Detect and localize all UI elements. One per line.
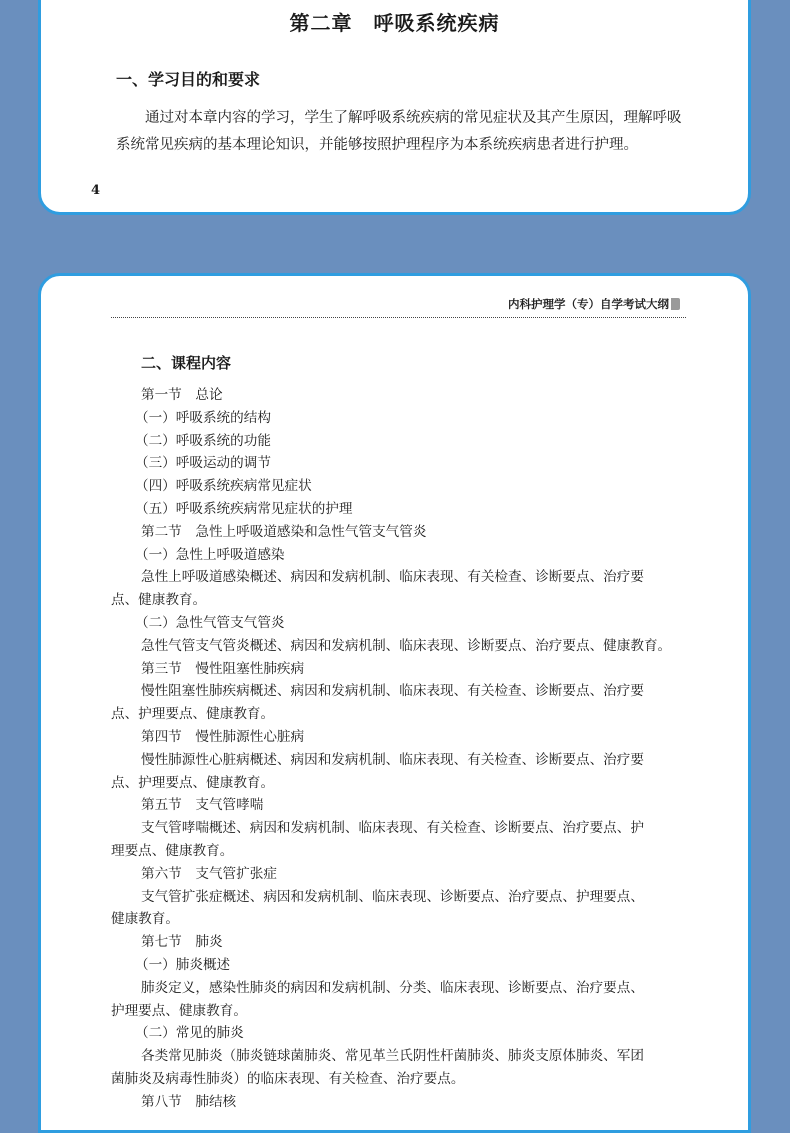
section-heading: 第七节 肺炎 [141,934,223,951]
section-heading: 第八节 肺结核 [141,1093,237,1110]
body-text-line: 支气管扩张症概述、病因和发病机制、临床表现、诊断要点、治疗要点、护理要点、 [141,888,644,905]
subsection-item: （二）呼吸系统的功能 [135,432,271,449]
chapter-title: 第二章 呼吸系统疾病 [289,11,500,35]
page-number: 4 [91,183,101,198]
subsection-item: （一）呼吸系统的结构 [135,409,271,426]
section-heading: 第六节 支气管扩张症 [141,865,277,882]
body-text-line: 护理要点、健康教育。 [111,1002,247,1019]
section-heading: 第二节 急性上呼吸道感染和急性气管支气管炎 [141,523,427,540]
running-header-text: 内科护理学（专）自学考试大纲 [508,297,669,311]
section-heading: 第五节 支气管哮喘 [141,797,264,814]
body-text-line: 点、护理要点、健康教育。 [111,774,275,791]
body-text-line: 理要点、健康教育。 [111,842,234,859]
body-text-line: 各类常见肺炎（肺炎链球菌肺炎、常见革兰氏阴性杆菌肺炎、肺炎支原体肺炎、军团 [141,1048,644,1065]
page-tab-marker [671,298,680,310]
body-text-line: 健康教育。 [111,911,179,928]
body-text-line: 肺炎定义，感染性肺炎的病因和发病机制、分类、临床表现、诊断要点、治疗要点、 [141,979,644,996]
body-text-line: 点、健康教育。 [111,592,207,609]
subsection-item: （五）呼吸系统疾病常见症状的护理 [135,500,353,517]
paragraph-line: 系统常见疾病的基本理论知识，并能够按照护理程序为本系统疾病患者进行护理。 [116,137,638,153]
course-content [111,384,691,1114]
body-text-line: 菌肺炎及病毒性肺炎）的临床表现、有关检查、治疗要点。 [111,1070,465,1087]
objectives-paragraph [116,105,682,159]
body-text-line: 慢性肺源性心脏病概述、病因和发病机制、临床表现、有关检查、诊断要点、治疗要 [141,751,644,768]
section-heading: 第三节 慢性阻塞性肺疾病 [141,660,305,677]
subsection-item: （二）急性气管支气管炎 [135,614,285,631]
section-heading: 第四节 慢性肺源性心脏病 [141,728,305,745]
header-divider [111,317,686,318]
section-heading: 第一节 总论 [141,387,223,403]
body-text-line: 急性上呼吸道感染概述、病因和发病机制、临床表现、有关检查、诊断要点、治疗要 [141,569,644,586]
paragraph-line: 通过对本章内容的学习，学生了解呼吸系统疾病的常见症状及其产生原因，理解呼吸 [145,110,682,126]
subsection-item: （二）常见的肺炎 [135,1025,244,1042]
subsection-item: （三）呼吸运动的调节 [135,455,271,472]
page-card-bottom [38,273,751,1133]
body-text-line: 慢性阻塞性肺疾病概述、病因和发病机制、临床表现、有关检查、诊断要点、治疗要 [141,683,644,700]
subsection-item: （四）呼吸系统疾病常见症状 [135,478,312,495]
running-header [508,296,680,312]
subsection-item: （一）肺炎概述 [135,956,231,973]
body-text-line: 点、护理要点、健康教育。 [111,706,275,723]
body-text-line: 急性气管支气管炎概述、病因和发病机制、临床表现、诊断要点、治疗要点、健康教育。 [141,637,672,654]
page-card-top [38,0,751,215]
subsection-item: （一）急性上呼吸道感染 [135,546,285,563]
section-heading-content: 二、课程内容 [141,354,232,372]
body-text-line: 支气管哮喘概述、病因和发病机制、临床表现、有关检查、诊断要点、治疗要点、护 [141,820,644,837]
section-heading-objectives: 一、学习目的和要求 [116,70,261,89]
